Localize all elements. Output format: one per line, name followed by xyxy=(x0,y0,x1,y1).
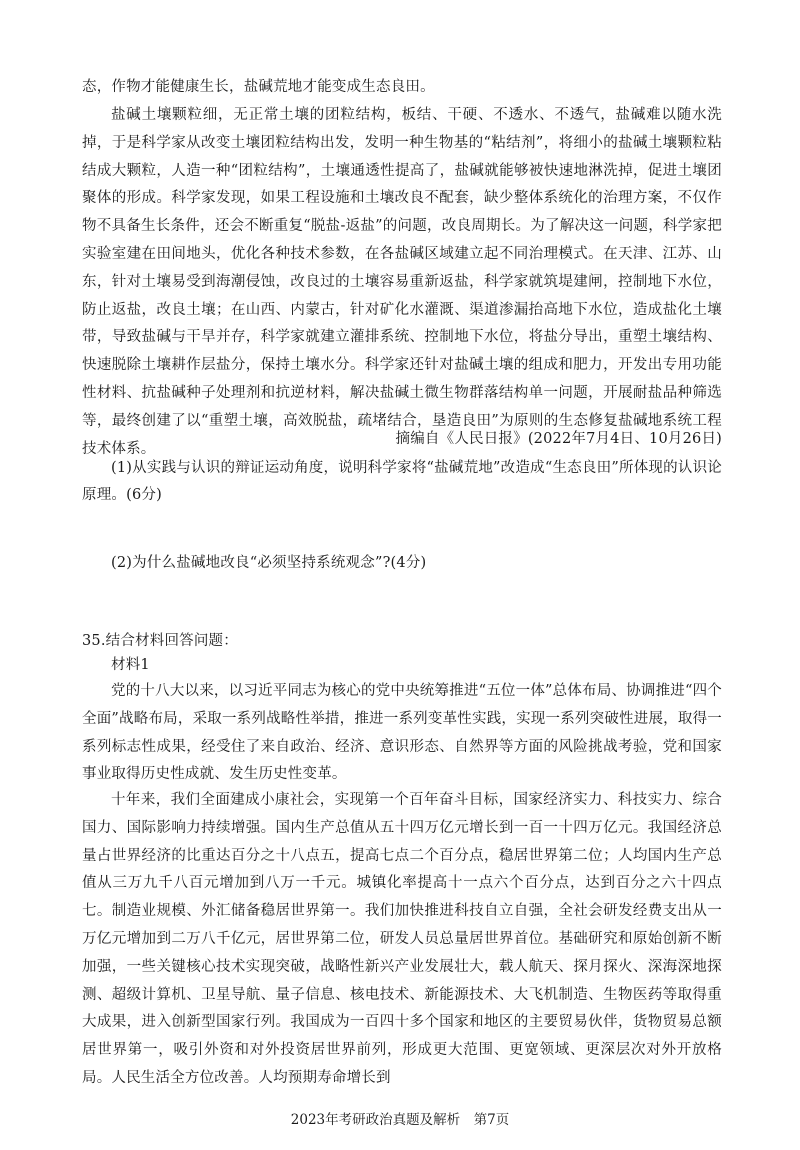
continuation-paragraph xyxy=(82,74,722,102)
paragraph-text: 党的十八大以来，以习近平同志为核心的党中央统筹推进“五位一体”总体布局、协调推进“四个全面”战略布局，采取一系列战略性举措，推进一系列变革性实践，实现一系列突破性进展，取得一系列标志性成果，经受住了来自政治、经济、意识形态、自然界等方面的风险挑战考验，党和国家事业取得历史性成就、发生历史性变革。 xyxy=(82,683,722,783)
material-1-paragraph-1 xyxy=(82,678,722,789)
source-citation xyxy=(82,426,722,454)
paragraph-text: 态，作物才能健康生长，盐碱荒地才能变成生态良田。 xyxy=(82,79,435,95)
question-2 xyxy=(82,550,722,577)
question-1 xyxy=(82,455,722,509)
heading-text: 35.结合材料回答问题： xyxy=(82,633,238,649)
question-text: (2)为什么盐碱地改良“必须坚持系统观念”?(4分) xyxy=(111,555,427,571)
paragraph-text: 盐碱土壤颗粒细，无正常土壤的团粒结构，板结、干硬、不透水、不透气，盐碱难以随水洗掉，于是科学家从改变土壤团粒结构出发，发明一种生物基的“粘结剂”，将细小的盐碱土壤颗粒粘结成大颗粒，人造一种“团粒结构”，土壤通透性提高了，盐碱就能够被快速地淋洗掉，促进土壤团聚体的形成。科学家发现，如果工程设施和土壤改良不配套，缺少整体系统化的治理方案，不仅作物不具备生长条件，还会不断重复“脱盐-返盐”的问题，改良周期长。为了解决这一问题，科学家把实验室建在田间地头，优化各种技术参数，在各盐碱区域建立起不同治理模式。在天津、江苏、山东，针对土壤易受到海潮侵蚀，改良过的土壤容易重新返盐，科学家就筑堤建闸，控制地下水位，防止返盐，改良土壤；在山西、内蒙古，针对矿化水灌溉、渠道渗漏抬高地下水位，造成盐化土壤带，导致盐碱与干旱并存，科学家就建立灌排系统、控制地下水位，将盐分导出，重塑土壤结构、快速脱除土壤耕作层盐分，保持土壤水分。科学家还针对盐碱土壤的组成和肥力，开发出专用功能性材料、抗盐碱种子处理剂和抗逆材料，解决盐碱土微生物群落结构单一问题，开展耐盐品种筛选等，最终创建了以“重塑土壤，高效脱盐，疏堵结合，垦造良田”为原则的生态修复盐碱地系统工程技术体系。 xyxy=(82,107,722,457)
material-label-text: 材料1 xyxy=(111,657,150,673)
material-paragraph xyxy=(82,102,722,463)
material-1-paragraph-2 xyxy=(82,787,722,1093)
question-text: (1)从实践与认识的辩证运动角度，说明科学家将“盐碱荒地”改造成“生态良田”所体现的认识论原理。(6分) xyxy=(82,460,722,503)
citation-text: 摘编自《人民日报》(2022年7月4日、10月26日) xyxy=(395,431,722,447)
material-label xyxy=(82,652,722,680)
page-footer: 2023年考研政治真题及解析 第7页 xyxy=(290,1112,510,1128)
paragraph-text: 十年来，我们全面建成小康社会，实现第一个百年奋斗目标，国家经济实力、科技实力、综合国力、国际影响力持续增强。国内生产总值从五十四万亿元增长到一百一十四万亿元。我国经济总量占世界经济的比重达百分之十八点五，提高七点二个百分点，稳居世界第二位；人均国内生产总值从三万九千八百元增加到八万一千元。城镇化率提高十一点六个百分点，达到百分之六十四点七。制造业规模、外汇储备稳居世界第一。我们加快推进科技自立自强，全社会研发经费支出从一万亿元增加到二万八千亿元，居世界第二位，研发人员总量居世界首位。基础研究和原始创新不断加强，一些关键核心技术实现突破，战略性新兴产业发展壮大，载人航天、探月探火、深海深地探测、超级计算机、卫星导航、量子信息、核电技术、新能源技术、大飞机制造、生物医药等取得重大成果，进入创新型国家行列。我国成为一百四十多个国家和地区的主要贸易伙伴，货物贸易总额居世界第一，吸引外资和对外投资居世界前列，形成更大范围、更宽领域、更深层次对外开放格局。人民生活全方位改善。人均预期寿命增长到 xyxy=(82,792,722,1086)
